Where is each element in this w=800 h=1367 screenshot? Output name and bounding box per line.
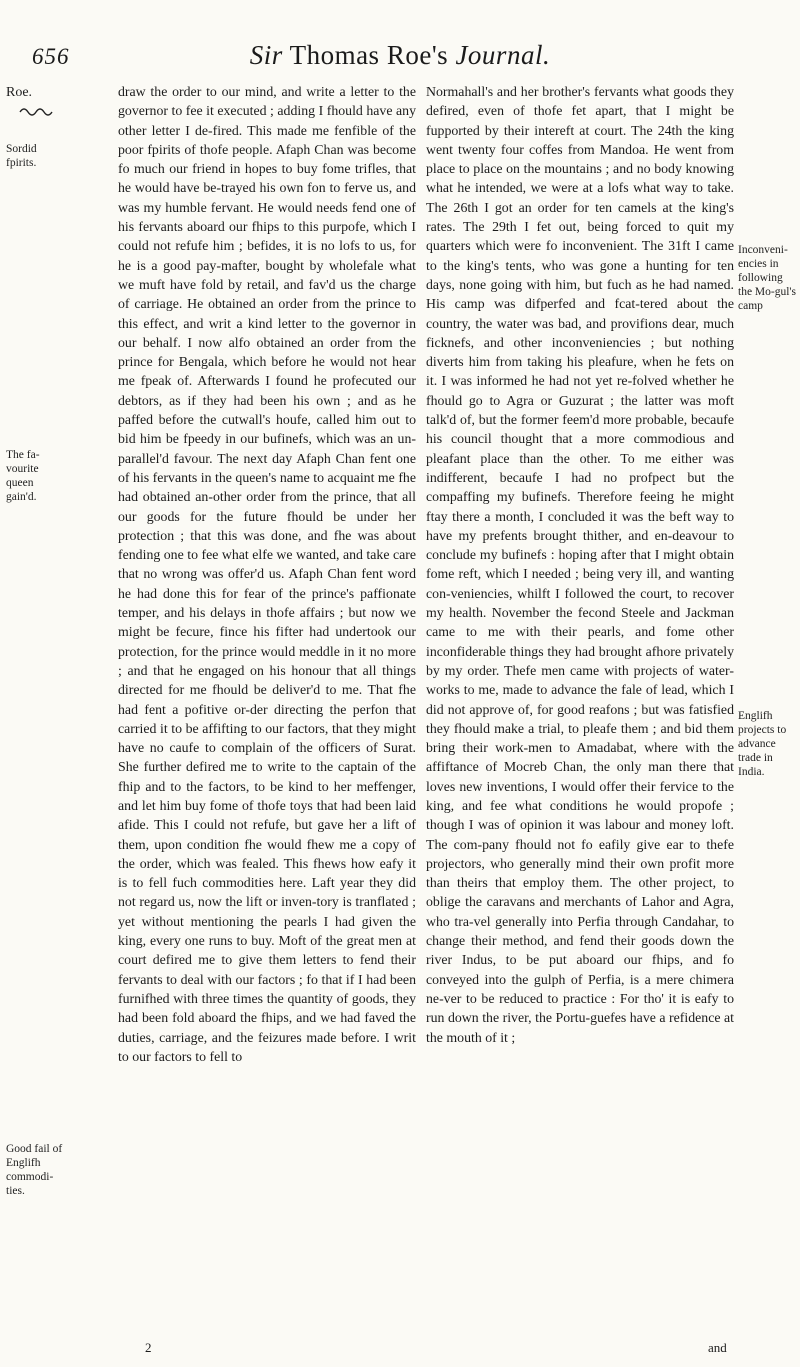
signature-mark: 2	[145, 1340, 152, 1355]
page-header	[0, 38, 800, 78]
margin-note-favourite: The fa-vourite queen gain'd.	[6, 449, 40, 503]
margin-note-projects: Englifh projects to advance trade in India.	[738, 710, 787, 778]
margin-note-roe: Roe.	[6, 85, 33, 100]
title-thomas: Thomas	[289, 40, 380, 70]
margin-note-good-fail: Good fail of Englifh commodi-ties.	[6, 1143, 63, 1197]
right-column-text: Normahall's and her brother's fervants what goods they defired, even of thofe fet apart, that I might be fupported by their intereft at court. The 24th the king went twenty four coffes from Mandoa. He went from place to place on the mountains ; and no body knowing what he intended, we were at a lofs what way to take. The 26th I got an order for ten camels at the king's rates. The 29th I fet out, being forced to quit my quarters which were fo inconvenient. The 31ft I came to the king's tents, who was gone a hunting for ten days, none going with him, but fuch as he had named. His camp was difperfed and fcat-tered about the country, the water was bad, and provifions dear, much ficknefs, and other inconveniencies ; but nothing diverts him from taking his pleafure, when he fets on it. I was informed he had not yet re-folved whether he fhould go to Agra or Guzurat ; the latter was moft talk'd of, but the former feem'd more probable, becaufe his council thought that a more commodious and pleafant place than the other. To me either was indifferent, becaufe I had no profpect but the compaffing my bufinefs. Therefore feeing he might ftay there a month, I concluded it was the beft way to have my prefents brought thither, and en-deavour to conclude my bufinefs : hoping after that I might obtain fome reft, which I needed ; being very ill, and wanting con-veniencies, whilft I followed the court, to recover my health. November the fecond Steele and Jackman came to me with their pearls, and fome other inconfiderable things they had brought afhore privately by my order. Thefe men came with projects of water-works to me, made to advance the fale of lead, which I did not approve of, for good reafons ; but was fatisfied they fhould make a trial, to pleafe them ; and bid them bring their work-men to Amadabat, where with the affiftance of Mocreb Chan, the only man there that loves new inventions, I would offer their fervice to the king, and fee what conditions he would propofe ; though I was of opinion it was labour and money loft. The com-pany fhould not fo eafily give ear to thefe projectors, who generally mind their own profit more than theirs that employ them. The other project, to oblige the caravans and merchants of Lahor and Agra, who tra-vel generally into Perfia through Candahar, to change their method, and fend their goods down the river Indus, to be put aboard our fhips, and fo conveyed into the gulph of Perfia, is a mere chimera ne-ver to be reduced to practice : For tho' it is eafy to run down the river, the Portu-guefes have a refidence at the mouth of it ;	[426, 84, 734, 1045]
margin-note-inconveniences: Inconveni-encies in following the Mo-gul's camp	[738, 244, 796, 312]
catchword: and	[708, 1340, 727, 1355]
ornament-squiggle-icon	[6, 105, 64, 119]
title-journal: Journal.	[455, 40, 551, 70]
running-title	[0, 40, 800, 71]
right-column	[426, 82, 734, 1047]
left-column-text: draw the order to our mind, and write a letter to the governor to fee it executed ; adding I fhould have any other letter I de-fired. This made me fenfible of the poor fpirits of thofe people. Afaph Chan was become fo much our friend in hopes to buy fome trifles, that he would have be-trayed his own fon to ferve us, and was my humble fervant. He would needs fend one of his fervants aboard our fhips to this purpofe, which I could not refufe him ; befides, it is no lofs to us, for he is a good pay-mafter, bought by wholefale what we muft have fold by retail, and fav'd us the charge of carriage. He obtained an order from the prince to this effect, and writ a kind letter to the governor in our behalf. I now alfo obtained an order from the prince for Bengala, which before he would not hear me fpeak of. Afterwards I found he profecuted our debtors, as if they had been his own ; and as he paffed before the cutwall's houfe, called him out to bid him be fpeedy in our bufinefs, which was an un-parallel'd favour. The next day Afaph Chan fent one of his fervants in the queen's name to acquaint me fhe had obtained an-other order from the prince, that all our goods for the future fhould be under her protection ; that this was done, and fhe was about fending one to fee what elfe we wanted, and take care that no wrong was offer'd us. Afaph Chan fent word he had done this for fear of the prince's paffionate temper, and his delays in thofe affairs ; but now we might be fecure, fince his fifter had undertook our protection, for the prince would meddle in it no more ; and that he engaged on his honour that all things directed for me fhould be deliver'd to me. That fhe had fent a pofitive or-der directing the perfon that carried it to be affifting to our factors, that they might have no caufe to complain of the officers of Surat. She further defired me to write to the captain of the fhip and to the factors, to be kind to her meffenger, and let him buy fome of thofe toys that had been laid afide. This I could not refufe, but gave her a lift of them, upon condition fhe would fhew me a copy of the order, which was fealed. This fhews how eafy it is to fell fuch commodities here. Laft year they did not regard us, now the lift or inven-tory is tranflated ; yet without mentioning the pearls I had given the king, every one runs to buy. Moft of the great men at court defired me to give them letters to fend their fervants to deal with our factors ; fo that if I had been furnifhed with three times the quantity of goods, they had been fold aboard the fhips, and we had faved the duties, carriage, and the feizures made before. I writ to our factors to fell to	[118, 84, 416, 1064]
margin-note-sordid: Sordid fpirits.	[6, 143, 37, 169]
left-column	[118, 82, 416, 1066]
title-sir: Sir	[249, 40, 283, 70]
title-roes: Roe's	[386, 40, 449, 70]
page-number: 656	[32, 44, 70, 69]
